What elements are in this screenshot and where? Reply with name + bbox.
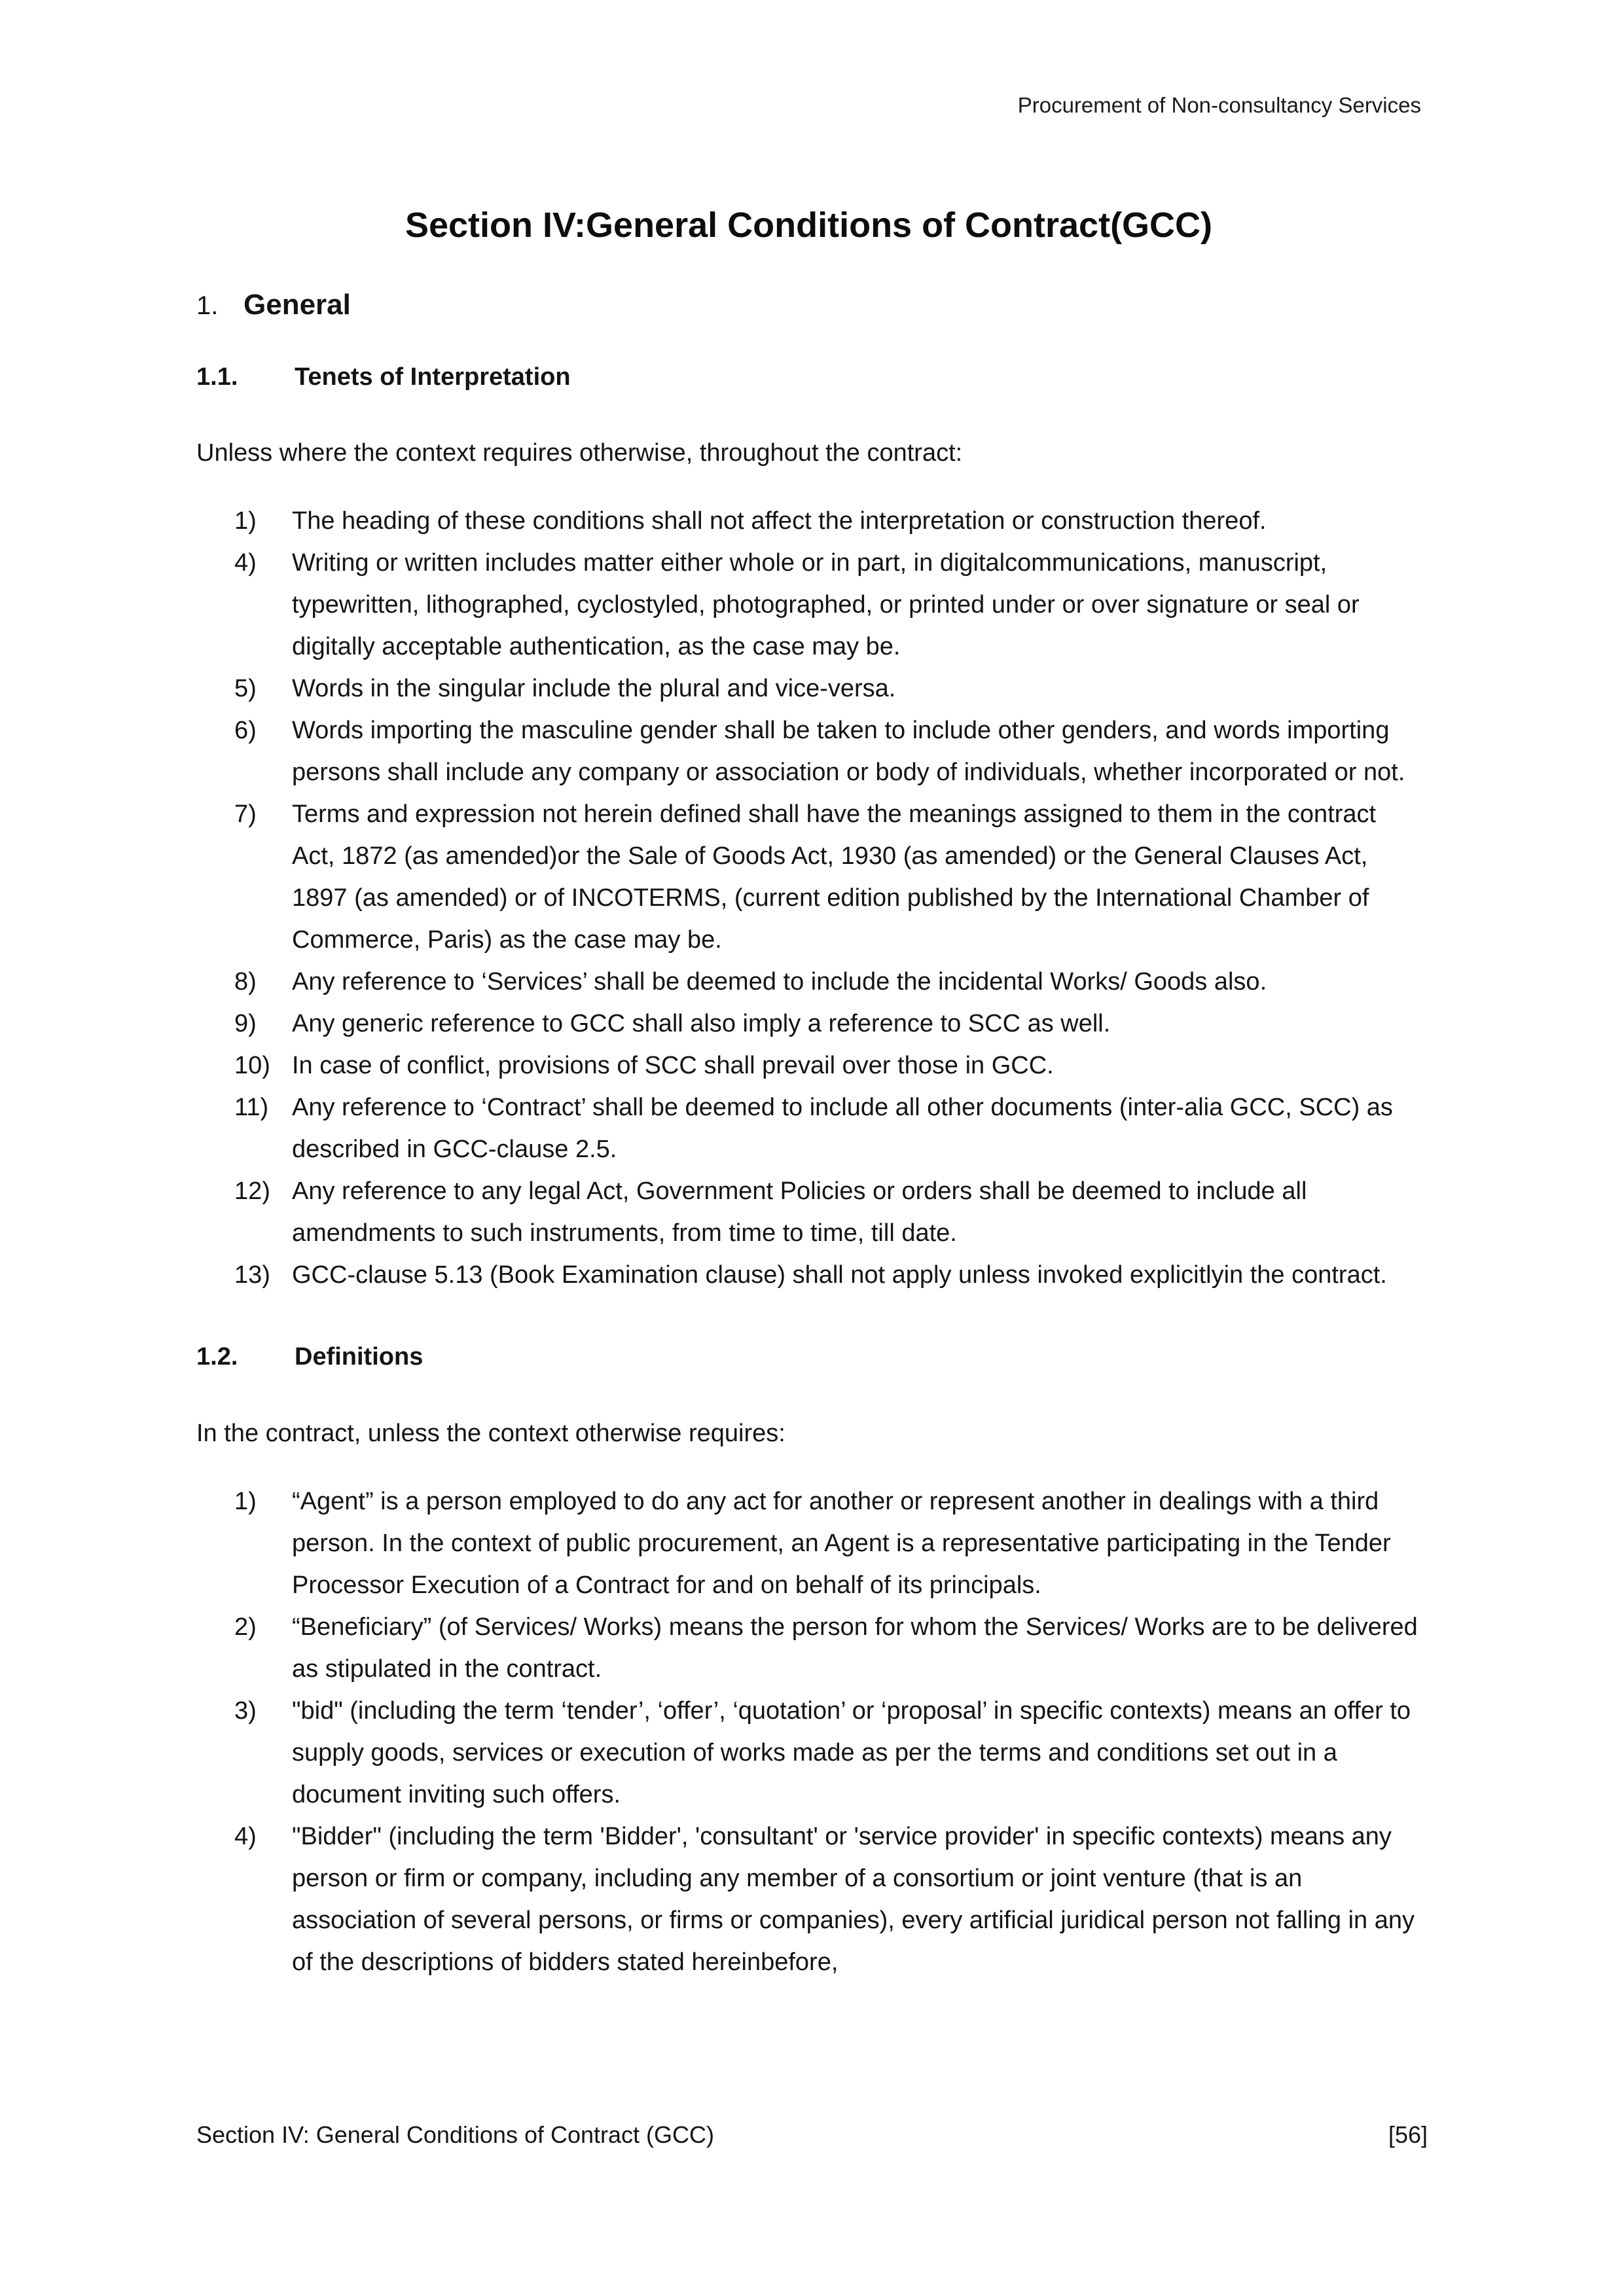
page-header-text: Procurement of Non-consultancy Services bbox=[1017, 93, 1421, 117]
list-item-text: "Bidder" (including the term 'Bidder', 'consultant' or 'service provider' in specific contexts) means any person or firm or company, including any member of a consortium or joint venture (that is an association of several persons, or firms or companies), every artificial juridical person not falling in any of the descriptions of bidders stated hereinbefore, bbox=[292, 1822, 1415, 1976]
list-item bbox=[196, 1086, 1421, 1170]
list-item-text: “Beneficiary” (of Services/ Works) means the person for whom the Services/ Works are to be delivered as stipulated in the contract. bbox=[292, 1613, 1418, 1683]
list-item-number: 4) bbox=[234, 549, 257, 577]
list-item-number: 6) bbox=[234, 717, 257, 745]
list-item bbox=[196, 709, 1421, 793]
list-item-number: 3) bbox=[234, 1696, 257, 1725]
list-item-number: 1) bbox=[234, 507, 257, 535]
tenets-intro-paragraph: Unless where the context requires otherwise, throughout the contract: bbox=[196, 439, 963, 467]
list-item-number: 7) bbox=[234, 800, 257, 829]
list-item-number: 4) bbox=[234, 1822, 257, 1850]
list-item-number: 12) bbox=[234, 1177, 270, 1206]
heading-definitions-number: 1.2. bbox=[196, 1343, 238, 1371]
tenets-list bbox=[196, 500, 1421, 1296]
heading-tenets-number: 1.1. bbox=[196, 363, 238, 391]
list-item-text: Words importing the masculine gender shall be taken to include other genders, and words importing persons shall include any company or association or body of individuals, whether incorporated or not. bbox=[292, 717, 1405, 787]
list-item bbox=[196, 1003, 1421, 1045]
heading-definitions-label: Definitions bbox=[295, 1343, 424, 1371]
list-item-text: Any generic reference to GCC shall also imply a reference to SCC as well. bbox=[292, 1010, 1111, 1038]
list-item-text: Any reference to ‘Services’ shall be deemed to include the incidental Works/ Goods also. bbox=[292, 968, 1267, 996]
list-item-text: "bid" (including the term ‘tender’, ‘offer’, ‘quotation’ or ‘proposal’ in specific contexts) means an offer to supply goods, services or execution of works made as per the terms and conditions set out in a document inviting such offers. bbox=[292, 1696, 1411, 1808]
definitions-intro-paragraph: In the contract, unless the context otherwise requires: bbox=[196, 1419, 785, 1447]
list-item-number: 1) bbox=[234, 1487, 257, 1515]
list-item bbox=[196, 1045, 1421, 1086]
list-item-number: 10) bbox=[234, 1052, 270, 1080]
list-item-text: GCC-clause 5.13 (Book Examination clause) shall not apply unless invoked explicitlyin the contract. bbox=[292, 1261, 1387, 1289]
list-item-text: Any reference to ‘Contract’ shall be deemed to include all other documents (inter-alia GCC, SCC) as described in GCC-clause 2.5. bbox=[292, 1094, 1393, 1164]
list-item bbox=[196, 1690, 1421, 1816]
list-item bbox=[196, 668, 1421, 709]
list-item-text: Words in the singular include the plural and vice-versa. bbox=[292, 675, 896, 703]
list-item bbox=[196, 500, 1421, 542]
heading-tenets-label: Tenets of Interpretation bbox=[295, 363, 571, 391]
page-number: [56] bbox=[1388, 2121, 1428, 2148]
list-item-number: 2) bbox=[234, 1613, 257, 1641]
document-title: Section IV:General Conditions of Contract(GCC) bbox=[405, 205, 1213, 245]
list-item-number: 5) bbox=[234, 675, 257, 703]
list-item bbox=[196, 1816, 1421, 1983]
footer-left-text: Section IV: General Conditions of Contract (GCC) bbox=[196, 2121, 714, 2148]
list-item bbox=[196, 1480, 1421, 1606]
heading-tenets bbox=[196, 362, 1421, 393]
list-item-text: The heading of these conditions shall not affect the interpretation or construction thereof. bbox=[292, 507, 1267, 535]
heading-general-label: General bbox=[244, 288, 351, 321]
list-item-text: “Agent” is a person employed to do any act for another or represent another in dealings with a third person. In the context of public procurement, an Agent is a representative participating in the Tender Processor Execution of a Contract for and on behalf of its principals. bbox=[292, 1487, 1391, 1599]
list-item-number: 9) bbox=[234, 1010, 257, 1038]
list-item-text: Any reference to any legal Act, Government Policies or orders shall be deemed to include all amendments to such instruments, from time to time, till date. bbox=[292, 1177, 1307, 1247]
list-item-number: 11) bbox=[234, 1094, 269, 1122]
page-footer bbox=[196, 2121, 1428, 2149]
list-item-text: Writing or written includes matter either whole or in part, in digitalcommunications, manuscript, typewritten, lithographed, cyclostyled, photographed, or printed under or over signature or seal or digitally acceptable authentication, as the case may be. bbox=[292, 549, 1360, 661]
heading-general-number: 1. bbox=[196, 291, 219, 320]
list-item bbox=[196, 1254, 1421, 1296]
list-item bbox=[196, 542, 1421, 668]
list-item bbox=[196, 793, 1421, 961]
definitions-list bbox=[196, 1480, 1421, 1983]
list-item-number: 13) bbox=[234, 1261, 270, 1289]
list-item bbox=[196, 961, 1421, 1003]
heading-general bbox=[196, 288, 1421, 323]
list-item-text: Terms and expression not herein defined shall have the meanings assigned to them in the contract Act, 1872 (as amended)or the Sale of Goods Act, 1930 (as amended) or the General Clauses Act, 1897 (as amended) or of INCOTERMS, (current edition published by the International Chamber of Commerce, Paris) as the case may be. bbox=[292, 800, 1377, 954]
list-item-text: In case of conflict, provisions of SCC shall prevail over those in GCC. bbox=[292, 1052, 1054, 1080]
list-item bbox=[196, 1170, 1421, 1254]
heading-definitions bbox=[196, 1342, 1421, 1373]
list-item bbox=[196, 1606, 1421, 1690]
list-item-number: 8) bbox=[234, 968, 257, 996]
